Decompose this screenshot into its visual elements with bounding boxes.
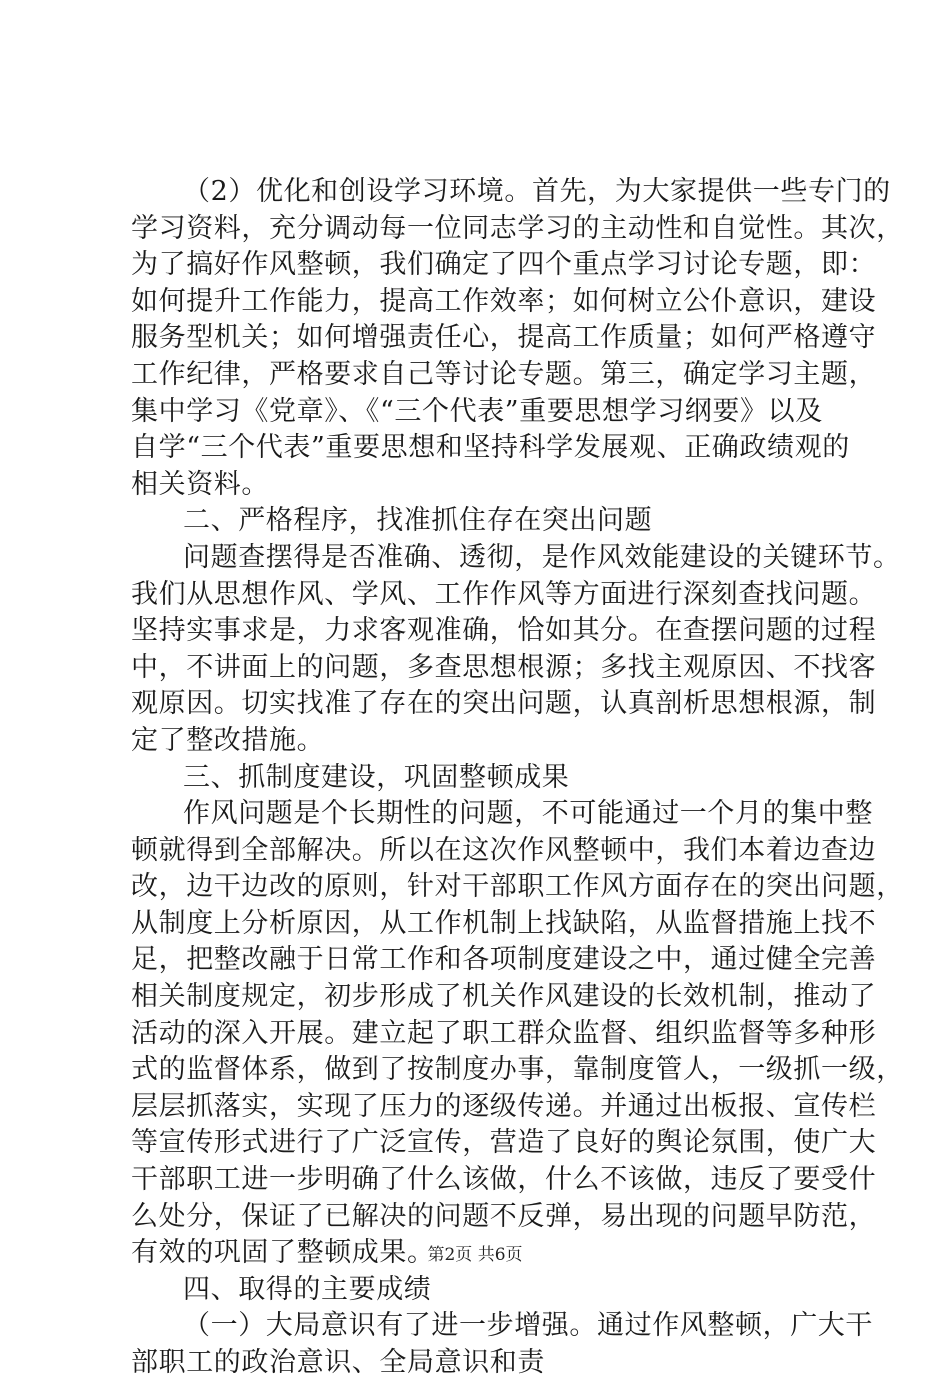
text-line: 四、取得的主要成绩 (183, 1273, 432, 1305)
text-line: 自学“三个代表”重要思想和坚持科学发展观、正确政绩观的 (131, 432, 850, 464)
text-line: 层层抓落实，实现了压力的逐级传递。并通过出板报、宣传栏 (131, 1090, 877, 1122)
text-line: 坚持实事求是，力求客观准确，恰如其分。在查摆问题的过程 (131, 615, 877, 647)
text-line: 集中学习《党章》、《“三个代表”重要思想学习纲要》以及 (131, 395, 823, 427)
text-line: 改，边干边改的原则，针对干部职工作风方面存在的突出问题， (131, 871, 904, 903)
text-line: 活动的深入开展。建立起了职工群众监督、组织监督等多种形 (131, 1017, 877, 1049)
text-line: 等宣传形式进行了广泛宣传，营造了良好的舆论氛围，使广大 (131, 1127, 877, 1159)
text-line: 二、严格程序，找准抓住存在突出问题 (183, 505, 653, 537)
text-line: 式的监督体系，做到了按制度办事，靠制度管人，一级抓一级， (131, 1054, 904, 1086)
text-line: 相关制度规定，初步形成了机关作风建设的长效机制，推动了 (131, 981, 877, 1013)
text-line: 服务型机关；如何增强责任心，提高工作质量；如何严格遵守 (131, 322, 877, 354)
text-line: 我们从思想作风、学风、工作作风等方面进行深刻查找问题。 (131, 578, 877, 610)
text-line: 定了整改措施。 (131, 724, 325, 756)
text-line: 足，把整改融于日常工作和各项制度建设之中，通过健全完善 (131, 944, 877, 976)
text-line: 学习资料，充分调动每一位同志学习的主动性和自觉性。其次， (131, 212, 904, 244)
text-line: 干部职工进一步明确了什么该做，什么不该做，违反了要受什 (131, 1164, 877, 1196)
text-line: 中，不讲面上的问题，多查思想根源；多找主观原因、不找客 (131, 651, 877, 683)
text-line: 作风问题是个长期性的问题，不可能通过一个月的集中整 (183, 798, 873, 830)
text-line: 问题查摆得是否准确、透彻，是作风效能建设的关键环节。 (183, 541, 901, 573)
text-line: 顿就得到全部解决。所以在这次作风整顿中，我们本着边查边 (131, 834, 877, 866)
text-line: 三、抓制度建设，巩固整顿成果 (183, 761, 570, 793)
text-line: 相关资料。 (131, 468, 269, 500)
text-line: 如何提升工作能力，提高工作效率；如何树立公仆意识，建设 (131, 285, 877, 317)
document-body (131, 174, 904, 1382)
text-line: 有效的巩固了整顿成果。 (131, 1237, 435, 1269)
text-line: （2）优化和创设学习环境。首先，为大家提供一些专门的 (183, 176, 891, 207)
text-line: 观原因。切实找准了存在的突出问题，认真剖析思想根源，制 (131, 688, 877, 720)
text-line: 从制度上分析原因，从工作机制上找缺陷，从监督措施上找不 (131, 907, 877, 939)
text-line: 为了搞好作风整顿，我们确定了四个重点学习讨论专题，即： (131, 249, 877, 281)
text-line: 部职工的政治意识、全局意识和责 (131, 1347, 545, 1378)
text-line: 么处分，保证了已解决的问题不反弹，易出现的问题早防范， (131, 1200, 877, 1232)
text-line: （一）大局意识有了进一步增强。通过作风整顿，广大干 (183, 1310, 873, 1342)
text-line: 工作纪律，严格要求自己等讨论专题。第三，确定学习主题， (131, 358, 877, 390)
page-footer: 第2页 共6页 (427, 1245, 523, 1265)
